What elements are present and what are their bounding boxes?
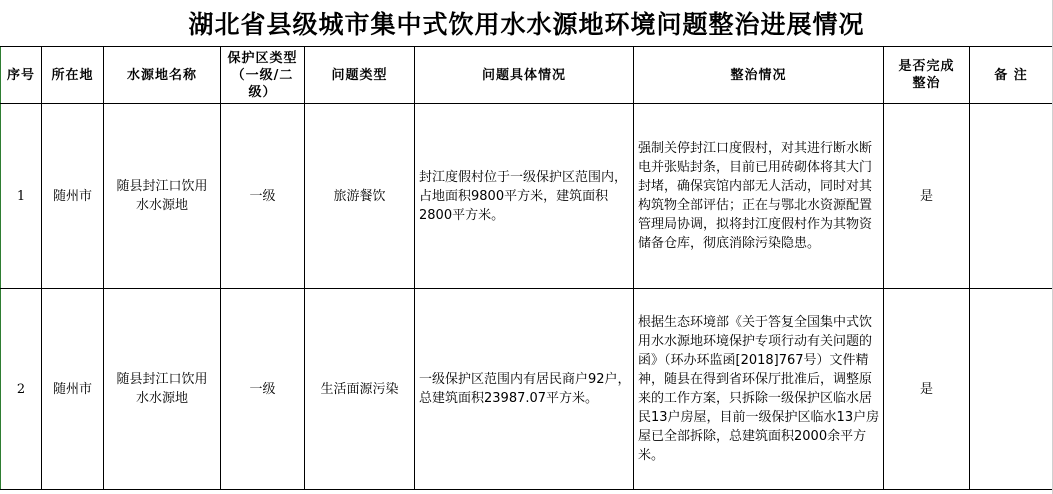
cell-remediation: 根据生态环境部《关于答复全国集中式饮用水水源地环境保护专项行动有关问题的函》（环办环监函[2018]767号）文件精神，随县在得到省环保厅批准后，调整原来的工作方案，只拆除一级保护区临水居民13户房屋，目前一级保护区临水13户房屋已全部拆除，总建筑面积2000余平方米。 xyxy=(634,289,884,490)
cell-seq: 2 xyxy=(1,289,42,490)
header-source-name: 水源地名称 xyxy=(104,47,221,104)
cell-remarks xyxy=(970,289,1053,490)
header-remediation: 整治情况 xyxy=(634,47,884,104)
cell-completed: 是 xyxy=(884,104,970,289)
cell-completed: 是 xyxy=(884,289,970,490)
cell-remarks xyxy=(970,104,1053,289)
cell-source-name: 随县封江口饮用水水源地 xyxy=(104,289,221,490)
cell-seq: 1 xyxy=(1,104,42,289)
cell-problem-type: 生活面源污染 xyxy=(305,289,415,490)
header-zone-type: 保护区类型（一级/二级） xyxy=(221,47,305,104)
header-completed: 是否完成整治 xyxy=(884,47,970,104)
header-seq: 序号 xyxy=(1,47,42,104)
table-row xyxy=(1,289,1053,490)
header-row xyxy=(1,47,1053,104)
cell-problem-detail: 一级保护区范围内有居民商户92户，总建筑面积23987.07平方米。 xyxy=(415,289,634,490)
page-title: 湖北省县级城市集中式饮用水水源地环境问题整治进展情况 xyxy=(1,0,1053,47)
cell-source-name: 随县封江口饮用水水源地 xyxy=(104,104,221,289)
cell-zone-type: 一级 xyxy=(221,289,305,490)
header-remarks: 备 注 xyxy=(970,47,1053,104)
header-problem-detail: 问题具体情况 xyxy=(415,47,634,104)
cell-problem-type: 旅游餐饮 xyxy=(305,104,415,289)
cell-location: 随州市 xyxy=(42,289,104,490)
table-row xyxy=(1,104,1053,289)
cell-zone-type: 一级 xyxy=(221,104,305,289)
cell-remediation: 强制关停封江口度假村，对其进行断水断电并张贴封条，目前已用砖砌体将其大门封堵，确保宾馆内部无人活动，同时对其构筑物全部评估；正在与鄂北水资源配置管理局协调，拟将封江度假村作为其物资储备仓库，彻底消除污染隐患。 xyxy=(634,104,884,289)
header-problem-type: 问题类型 xyxy=(305,47,415,104)
cell-location: 随州市 xyxy=(42,104,104,289)
cell-problem-detail: 封江度假村位于一级保护区范围内，占地面积9800平方米，建筑面积2800平方米。 xyxy=(415,104,634,289)
header-location: 所在地 xyxy=(42,47,104,104)
